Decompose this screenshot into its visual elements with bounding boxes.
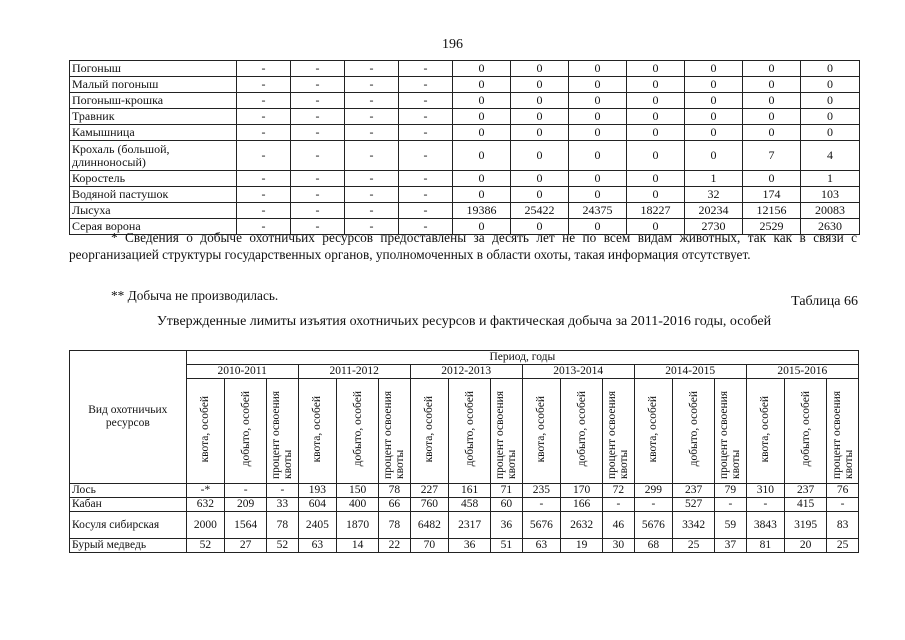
table-cell: 632 bbox=[186, 498, 225, 512]
period-header-2015-2016: 2015-2016 bbox=[746, 365, 858, 379]
table-cell: - bbox=[634, 498, 673, 512]
table-row bbox=[70, 141, 860, 171]
table-cell: 415 bbox=[785, 498, 827, 512]
table-cell: 0 bbox=[569, 187, 627, 203]
table-cell: - bbox=[237, 187, 291, 203]
table-cell: - bbox=[237, 77, 291, 93]
table-cell: 150 bbox=[337, 484, 379, 498]
table-cell: - bbox=[399, 93, 453, 109]
table-cell: 0 bbox=[511, 93, 569, 109]
subheader-label: добыто, особей bbox=[239, 391, 252, 467]
table-cell: 20234 bbox=[685, 203, 743, 219]
table-cell: 0 bbox=[627, 171, 685, 187]
table-cell: 33 bbox=[267, 498, 299, 512]
table-cell: 51 bbox=[491, 539, 523, 553]
table-cell: 78 bbox=[379, 484, 411, 498]
table-cell: 0 bbox=[569, 93, 627, 109]
table-cell: 24375 bbox=[569, 203, 627, 219]
species-name: Погоныш-крошка bbox=[70, 93, 237, 109]
table-cell: 227 bbox=[410, 484, 449, 498]
table-cell: - bbox=[827, 498, 859, 512]
table-cell: 0 bbox=[511, 125, 569, 141]
table-cell: 2529 bbox=[743, 219, 801, 235]
subheader-cell bbox=[785, 379, 827, 484]
table-cell: 3843 bbox=[746, 512, 785, 539]
table-cell: - bbox=[237, 61, 291, 77]
table-cell: - bbox=[399, 203, 453, 219]
subheader-label: добыто, особей bbox=[799, 391, 812, 467]
table-cell: 0 bbox=[801, 125, 860, 141]
subheader-label: процент освоения квоты bbox=[606, 390, 631, 479]
subheader-cell bbox=[746, 379, 785, 484]
species-name: Водяной пастушок bbox=[70, 187, 237, 203]
table-cell: - bbox=[291, 61, 345, 77]
period-header-2014-2015: 2014-2015 bbox=[634, 365, 746, 379]
subheader-cell bbox=[298, 379, 337, 484]
subheader-cell bbox=[491, 379, 523, 484]
table-cell: 27 bbox=[225, 539, 267, 553]
table-cell: - bbox=[291, 219, 345, 235]
table-cell: 46 bbox=[603, 512, 635, 539]
table-cell: - bbox=[399, 61, 453, 77]
table-cell: 161 bbox=[449, 484, 491, 498]
table-cell: - bbox=[291, 187, 345, 203]
table-cell: 0 bbox=[627, 141, 685, 171]
table-cell: - bbox=[345, 187, 399, 203]
table-cell: - bbox=[399, 141, 453, 171]
table-cell: 0 bbox=[743, 125, 801, 141]
table-cell: 3195 bbox=[785, 512, 827, 539]
table-cell: 1 bbox=[685, 171, 743, 187]
table-cell: 78 bbox=[379, 512, 411, 539]
table-cell: 0 bbox=[627, 109, 685, 125]
table-row bbox=[70, 93, 860, 109]
table-cell: 235 bbox=[522, 484, 561, 498]
table-cell: 19386 bbox=[453, 203, 511, 219]
table-cell: 0 bbox=[743, 171, 801, 187]
table-cell: 604 bbox=[298, 498, 337, 512]
table-cell: 0 bbox=[743, 93, 801, 109]
species-name: Крохаль (большой, длинноносый) bbox=[70, 141, 237, 171]
species-name: Коростель bbox=[70, 171, 237, 187]
table-cell: - bbox=[399, 109, 453, 125]
table-cell: 400 bbox=[337, 498, 379, 512]
table-cell: 103 bbox=[801, 187, 860, 203]
period-header-2010-2011: 2010-2011 bbox=[186, 365, 298, 379]
subheader-cell bbox=[267, 379, 299, 484]
species-name: Косуля сибирская bbox=[70, 512, 187, 539]
table-cell: 78 bbox=[267, 512, 299, 539]
table-cell: 83 bbox=[827, 512, 859, 539]
table-cell: 0 bbox=[685, 125, 743, 141]
subheader-cell bbox=[449, 379, 491, 484]
table-row bbox=[70, 187, 860, 203]
table-cell: 0 bbox=[453, 109, 511, 125]
table-cell: 0 bbox=[453, 77, 511, 93]
table-cell: 18227 bbox=[627, 203, 685, 219]
table-cell: 52 bbox=[267, 539, 299, 553]
table-cell: 81 bbox=[746, 539, 785, 553]
table-cell: - bbox=[345, 93, 399, 109]
subheader-label: квота, особей bbox=[647, 395, 660, 463]
table-cell: 2730 bbox=[685, 219, 743, 235]
table-cell: - bbox=[399, 171, 453, 187]
table-cell: 0 bbox=[453, 219, 511, 235]
period-header-2013-2014: 2013-2014 bbox=[522, 365, 634, 379]
table-cell: 25 bbox=[827, 539, 859, 553]
table-cell: 60 bbox=[491, 498, 523, 512]
table-cell: 0 bbox=[569, 77, 627, 93]
table-cell: 2405 bbox=[298, 512, 337, 539]
table-cell: 0 bbox=[627, 187, 685, 203]
subheader-label: добыто, особей bbox=[463, 391, 476, 467]
table-cell: 30 bbox=[603, 539, 635, 553]
table-cell: 0 bbox=[511, 141, 569, 171]
table-cell: 0 bbox=[453, 187, 511, 203]
species-header: Вид охотничьих ресурсов bbox=[70, 351, 187, 484]
table-cell: - bbox=[399, 77, 453, 93]
species-harvest-table bbox=[69, 60, 860, 235]
table-cell: 0 bbox=[685, 93, 743, 109]
table-cell: 0 bbox=[453, 125, 511, 141]
table-cell: 12156 bbox=[743, 203, 801, 219]
table-cell: 0 bbox=[511, 109, 569, 125]
table-cell: 36 bbox=[491, 512, 523, 539]
subheader-label: квота, особей bbox=[311, 395, 324, 463]
table-row bbox=[70, 539, 859, 553]
table-cell: 0 bbox=[743, 61, 801, 77]
table-cell: 0 bbox=[511, 187, 569, 203]
table-cell: 5676 bbox=[522, 512, 561, 539]
subheader-label: процент освоения квоты bbox=[494, 390, 519, 479]
subheader-label: процент освоения квоты bbox=[830, 390, 855, 479]
subheader-cell bbox=[561, 379, 603, 484]
subheader-label: добыто, особей bbox=[575, 391, 588, 467]
table-cell: 760 bbox=[410, 498, 449, 512]
subheader-cell bbox=[634, 379, 673, 484]
table-cell: 0 bbox=[569, 61, 627, 77]
subheader-label: процент освоения квоты bbox=[718, 390, 743, 479]
table-cell: 25 bbox=[673, 539, 715, 553]
table-row bbox=[70, 203, 860, 219]
table-cell: 0 bbox=[685, 77, 743, 93]
table-cell: -* bbox=[186, 484, 225, 498]
table-cell: 32 bbox=[685, 187, 743, 203]
footnote-no-harvest: ** Добыча не производилась. bbox=[111, 288, 279, 303]
subheader-label: процент освоения квоты bbox=[382, 390, 407, 479]
table-cell: 0 bbox=[627, 219, 685, 235]
species-name: Лось bbox=[70, 484, 187, 498]
table-cell: - bbox=[267, 484, 299, 498]
table-cell: 237 bbox=[785, 484, 827, 498]
table-cell: - bbox=[522, 498, 561, 512]
table-cell: 37 bbox=[715, 539, 747, 553]
table-cell: 209 bbox=[225, 498, 267, 512]
table-cell: 299 bbox=[634, 484, 673, 498]
subheader-cell bbox=[225, 379, 267, 484]
table-cell: 527 bbox=[673, 498, 715, 512]
species-name: Бурый медведь bbox=[70, 539, 187, 553]
table-cell: 19 bbox=[561, 539, 603, 553]
table-cell: 25422 bbox=[511, 203, 569, 219]
table-row bbox=[70, 484, 859, 498]
subheader-label: добыто, особей bbox=[687, 391, 700, 467]
table-cell: - bbox=[399, 187, 453, 203]
table-cell: - bbox=[291, 125, 345, 141]
table-cell: 0 bbox=[627, 125, 685, 141]
table-cell: 0 bbox=[685, 141, 743, 171]
table-cell: 0 bbox=[801, 77, 860, 93]
table-cell: 166 bbox=[561, 498, 603, 512]
table-cell: 458 bbox=[449, 498, 491, 512]
table-cell: - bbox=[399, 125, 453, 141]
table-cell: - bbox=[399, 219, 453, 235]
table-cell: 0 bbox=[511, 219, 569, 235]
table-cell: 0 bbox=[569, 171, 627, 187]
table-number: Таблица 66 bbox=[791, 294, 858, 309]
table-row bbox=[70, 77, 860, 93]
table-cell: - bbox=[291, 93, 345, 109]
subheader-cell bbox=[410, 379, 449, 484]
table-cell: 72 bbox=[603, 484, 635, 498]
subheader-cell bbox=[522, 379, 561, 484]
table-cell: - bbox=[291, 109, 345, 125]
table-cell: 170 bbox=[561, 484, 603, 498]
table-cell: - bbox=[237, 203, 291, 219]
table-cell: - bbox=[715, 498, 747, 512]
table-cell: 0 bbox=[569, 141, 627, 171]
table-cell: 1 bbox=[801, 171, 860, 187]
table-cell: - bbox=[291, 203, 345, 219]
table-cell: - bbox=[291, 141, 345, 171]
subheader-cell bbox=[827, 379, 859, 484]
table-cell: 7 bbox=[743, 141, 801, 171]
table-cell: 71 bbox=[491, 484, 523, 498]
table-row bbox=[70, 498, 859, 512]
table-cell: - bbox=[237, 171, 291, 187]
table-cell: 0 bbox=[453, 93, 511, 109]
table-cell: 5676 bbox=[634, 512, 673, 539]
table-cell: 0 bbox=[801, 109, 860, 125]
table-cell: - bbox=[345, 203, 399, 219]
table-cell: - bbox=[345, 219, 399, 235]
subheader-cell bbox=[379, 379, 411, 484]
table-row bbox=[70, 61, 860, 77]
table-cell: 76 bbox=[827, 484, 859, 498]
table-row bbox=[70, 109, 860, 125]
subheader-cell bbox=[186, 379, 225, 484]
table-cell: 63 bbox=[298, 539, 337, 553]
table-row bbox=[70, 512, 859, 539]
table-cell: 22 bbox=[379, 539, 411, 553]
table-cell: 0 bbox=[801, 93, 860, 109]
table-cell: 63 bbox=[522, 539, 561, 553]
table-cell: 0 bbox=[801, 61, 860, 77]
page-number: 196 bbox=[442, 37, 463, 52]
table-cell: 14 bbox=[337, 539, 379, 553]
species-name: Малый погоныш bbox=[70, 77, 237, 93]
table-row bbox=[70, 171, 860, 187]
table-cell: 36 bbox=[449, 539, 491, 553]
table-cell: 0 bbox=[743, 109, 801, 125]
table-cell: 6482 bbox=[410, 512, 449, 539]
table-cell: 2630 bbox=[801, 219, 860, 235]
table-cell: 174 bbox=[743, 187, 801, 203]
table-cell: 70 bbox=[410, 539, 449, 553]
table-cell: 79 bbox=[715, 484, 747, 498]
footnote-data-availability: * Сведения о добыче охотничьих ресурсов предоставлены за десять лет не по всем видам животных, так как в связи с реорганизацией структуры государственных органов, уполномоченных в области охоты, такая информация отсутствует. bbox=[69, 230, 857, 262]
table-cell: 59 bbox=[715, 512, 747, 539]
subheader-label: квота, особей bbox=[535, 395, 548, 463]
species-name: Лысуха bbox=[70, 203, 237, 219]
table-cell: 52 bbox=[186, 539, 225, 553]
table-cell: 0 bbox=[511, 171, 569, 187]
subheader-label: квота, особей bbox=[759, 395, 772, 463]
table-cell: 237 bbox=[673, 484, 715, 498]
table-cell: 193 bbox=[298, 484, 337, 498]
table-cell: 0 bbox=[453, 171, 511, 187]
table-cell: - bbox=[345, 109, 399, 125]
table-cell: 0 bbox=[569, 109, 627, 125]
table-cell: 20 bbox=[785, 539, 827, 553]
table-cell: 0 bbox=[569, 219, 627, 235]
table-cell: 310 bbox=[746, 484, 785, 498]
period-header-2012-2013: 2012-2013 bbox=[410, 365, 522, 379]
subheader-label: квота, особей bbox=[199, 395, 212, 463]
table-cell: 0 bbox=[743, 77, 801, 93]
period-header: Период, годы bbox=[186, 351, 858, 365]
species-name: Камышница bbox=[70, 125, 237, 141]
species-name: Серая ворона bbox=[70, 219, 237, 235]
table-cell: 0 bbox=[453, 61, 511, 77]
subheader-label: добыто, особей bbox=[351, 391, 364, 467]
table-caption: Утвержденные лимиты изъятия охотничьих ресурсов и фактическая добыча за 2011-2016 годы, особей bbox=[156, 314, 772, 329]
subheader-cell bbox=[603, 379, 635, 484]
table-cell: 0 bbox=[627, 61, 685, 77]
table-cell: 2317 bbox=[449, 512, 491, 539]
subheader-label: квота, особей bbox=[423, 395, 436, 463]
table-cell: 0 bbox=[627, 93, 685, 109]
table-cell: 0 bbox=[569, 125, 627, 141]
subheader-label: процент освоения квоты bbox=[270, 390, 295, 479]
table-cell: - bbox=[603, 498, 635, 512]
table-cell: 4 bbox=[801, 141, 860, 171]
subheader-cell bbox=[337, 379, 379, 484]
table-cell: - bbox=[237, 109, 291, 125]
table-cell: 1870 bbox=[337, 512, 379, 539]
table-cell: - bbox=[237, 219, 291, 235]
table-cell: - bbox=[345, 125, 399, 141]
table-cell: - bbox=[237, 125, 291, 141]
table-cell: 3342 bbox=[673, 512, 715, 539]
table-cell: 2000 bbox=[186, 512, 225, 539]
table-cell: 0 bbox=[685, 61, 743, 77]
table-cell: 66 bbox=[379, 498, 411, 512]
table-cell: 68 bbox=[634, 539, 673, 553]
table-cell: 0 bbox=[627, 77, 685, 93]
table-cell: - bbox=[345, 77, 399, 93]
subheader-cell bbox=[715, 379, 747, 484]
table-cell: - bbox=[345, 171, 399, 187]
species-name: Погоныш bbox=[70, 61, 237, 77]
species-name: Травник bbox=[70, 109, 237, 125]
table-cell: 0 bbox=[685, 109, 743, 125]
table-cell: 0 bbox=[511, 61, 569, 77]
table-cell: - bbox=[291, 77, 345, 93]
table-cell: 0 bbox=[453, 141, 511, 171]
table-cell: - bbox=[237, 93, 291, 109]
table-cell: 2632 bbox=[561, 512, 603, 539]
table-cell: - bbox=[225, 484, 267, 498]
table-cell: - bbox=[746, 498, 785, 512]
table-cell: - bbox=[345, 61, 399, 77]
table-cell: - bbox=[237, 141, 291, 171]
subheader-cell bbox=[673, 379, 715, 484]
table-row bbox=[70, 125, 860, 141]
table-cell: 20083 bbox=[801, 203, 860, 219]
table-cell: - bbox=[345, 141, 399, 171]
period-header-2011-2012: 2011-2012 bbox=[298, 365, 410, 379]
limits-harvest-table bbox=[69, 350, 859, 553]
table-cell: - bbox=[291, 171, 345, 187]
table-cell: 1564 bbox=[225, 512, 267, 539]
table-cell: 0 bbox=[511, 77, 569, 93]
species-name: Кабан bbox=[70, 498, 187, 512]
